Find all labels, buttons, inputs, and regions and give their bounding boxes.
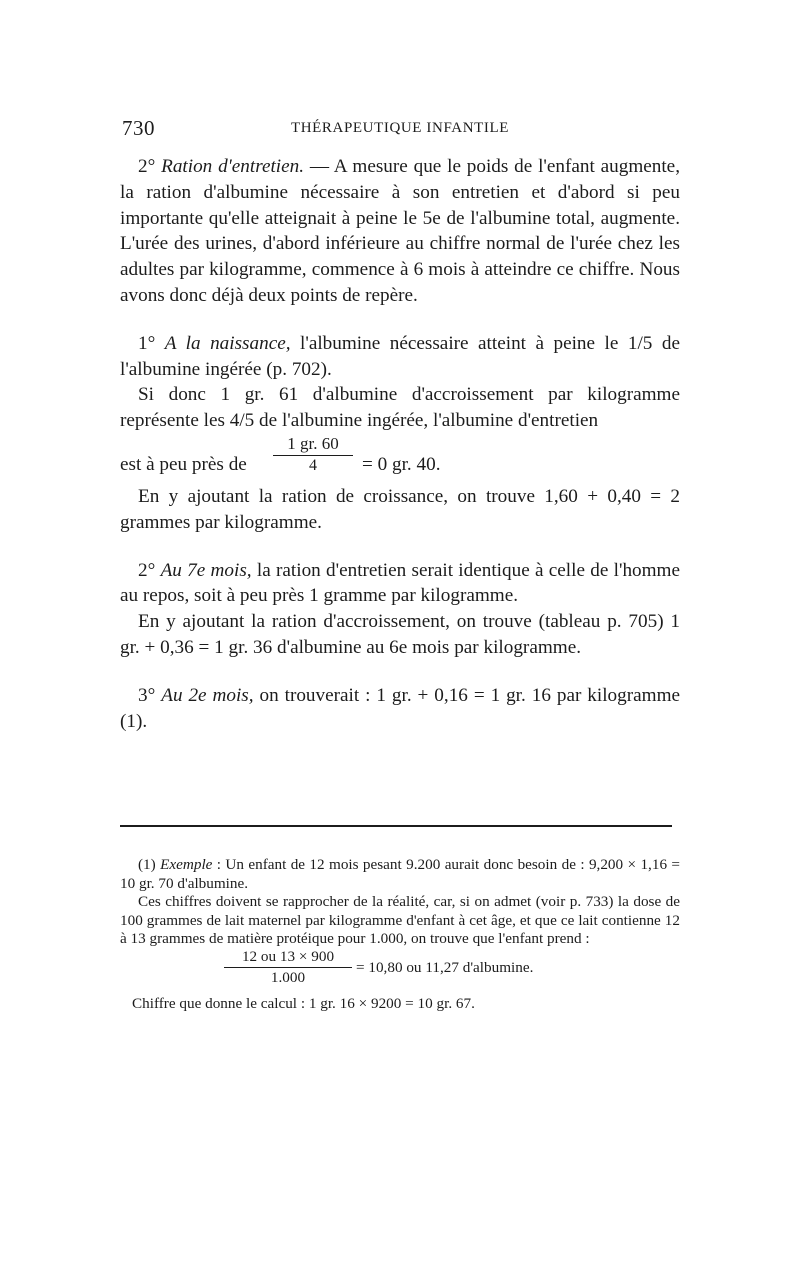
point-2-number: 2° — [138, 559, 156, 581]
point-3-text: on trouverait : 1 gr. + 0,16 = 1 gr. 16 par kilogramme (1). — [120, 684, 681, 732]
section-number: 2° — [138, 156, 156, 177]
page-number: 730 — [122, 116, 155, 140]
paragraph-point-1-result: En y ajoutant la ration de croissance, on trouve 1,60 + 0,40 = 2 grammes par kilogramme. — [120, 485, 680, 533]
fraction-denominator: 4 — [309, 457, 317, 475]
equation-lhs: est à peu près de — [120, 453, 247, 475]
page-header — [122, 116, 678, 144]
footnote-title: Exemple — [160, 856, 213, 873]
footnote-equation-result: = 10,80 ou 11,27 d'albumine. — [356, 958, 534, 976]
footnote-fraction — [224, 949, 352, 986]
point-1-number: 1° — [138, 332, 156, 354]
paragraph-ration-entretien — [120, 154, 680, 309]
paragraph-point-3 — [120, 683, 680, 735]
point-1-title: A la naissance, — [164, 332, 291, 354]
paragraph-point-2-continued: En y ajoutant la ration d'accroissement, on trouve (tableau p. 705) 1 gr. + 0,36 = 1 gr. 36 d'albumine au 6e mois par kilogramme. — [120, 611, 680, 658]
point-2-text: la ration d'entretien serait identique à celle de l'homme au repos, soit à peu près 1 gramme par kilogramme. — [120, 559, 680, 607]
section-title: Ration d'entretien. — [161, 156, 305, 177]
footnote-paragraph-2: Ces chiffres doivent se rapprocher de la réalité, car, si on admet (voir p. 733) la dose de 100 grammes de lait maternel par kilogramme d'enfant à cet âge, et que ce lait contienne 12 à 13 grammes de matière protéique pour 1.000, on trouve que l'enfant prend : — [120, 893, 680, 948]
footnote — [120, 856, 680, 1014]
footnote-fraction-numerator: 12 ou 13 × 900 — [241, 947, 335, 965]
fraction-numerator: 1 gr. 60 — [287, 433, 339, 453]
point-3-title: Au 2e mois, — [161, 684, 254, 706]
running-title: THÉRAPEUTIQUE INFANTILE — [290, 120, 510, 136]
footnote-rule — [120, 825, 672, 827]
footnote-text: : Un enfant de 12 mois pesant 9.200 aurait donc besoin de : 9,200 × 1,16 = 10 gr. 70 d'albumine. — [120, 856, 681, 892]
paragraph-point-1-continued: Si donc 1 gr. 61 d'albumine d'accroissement par kilogramme représente les 4/5 de l'albumine ingérée, l'albumine d'entretien — [120, 384, 680, 432]
paragraph-point-2 — [120, 558, 680, 610]
point-3-number: 3° — [138, 684, 156, 706]
section-text: — A mesure que le poids de l'enfant augmente, la ration d'albumine nécessaire à son entretien et d'abord si peu importante qu'elle atteignait à peine le 5e de l'albumine total, augmente. L'urée des urines, d'abord inférieure au chiffre normal de l'urée chez les adultes par kilogramme, commence à 6 mois à atteindre ce chiffre. Nous avons donc déjà deux points de repère. — [120, 156, 680, 306]
footnote-fraction-denominator: 1.000 — [270, 969, 306, 987]
fraction-bar — [273, 455, 353, 456]
equation-line — [120, 434, 680, 484]
footnote-fraction-bar — [224, 967, 352, 968]
footnote-last-line: Chiffre que donne le calcul : 1 gr. 16 × 9200 = 10 gr. 67. — [132, 994, 475, 1012]
body-text — [120, 154, 680, 734]
paragraph-point-1 — [120, 331, 680, 383]
point-1-text: l'albumine nécessaire atteint à peine le 1/5 de l'albumine ingérée (p. 702). — [120, 332, 681, 380]
footnote-marker: (1) — [138, 856, 156, 873]
equation-rhs: = 0 gr. 40. — [362, 453, 441, 475]
point-2-title: Au 7e mois, — [160, 559, 252, 581]
footnote-paragraph — [120, 856, 680, 893]
fraction — [273, 434, 353, 475]
footnote-equation — [120, 949, 680, 993]
